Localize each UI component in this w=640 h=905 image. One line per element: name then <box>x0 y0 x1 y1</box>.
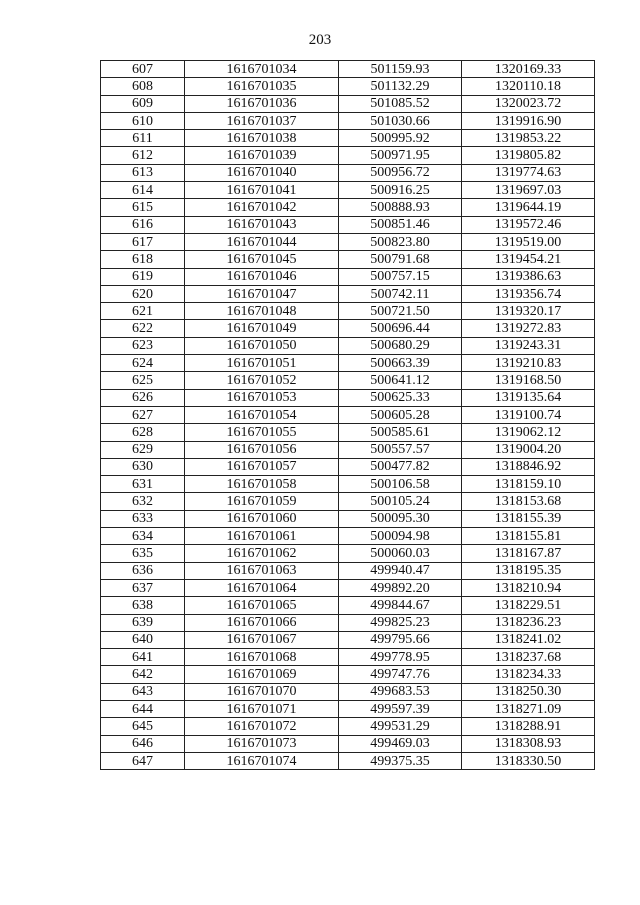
point-number-cell: 643 <box>101 683 185 700</box>
y-coordinate-cell: 1319644.19 <box>462 199 595 216</box>
y-coordinate-cell: 1319697.03 <box>462 182 595 199</box>
x-coordinate-cell: 499597.39 <box>339 700 462 717</box>
table-row <box>101 441 595 458</box>
table-row <box>101 95 595 112</box>
point-id-cell: 1616701049 <box>185 320 339 337</box>
point-number-cell: 631 <box>101 476 185 493</box>
point-number-cell: 608 <box>101 78 185 95</box>
point-number-cell: 638 <box>101 597 185 614</box>
table-row <box>101 112 595 129</box>
x-coordinate-cell: 499825.23 <box>339 614 462 631</box>
x-coordinate-cell: 500095.30 <box>339 510 462 527</box>
x-coordinate-cell: 500557.57 <box>339 441 462 458</box>
point-id-cell: 1616701066 <box>185 614 339 631</box>
point-id-cell: 1616701063 <box>185 562 339 579</box>
table-row <box>101 579 595 596</box>
point-id-cell: 1616701072 <box>185 718 339 735</box>
y-coordinate-cell: 1318846.92 <box>462 458 595 475</box>
point-number-cell: 611 <box>101 130 185 147</box>
y-coordinate-cell: 1319135.64 <box>462 389 595 406</box>
point-id-cell: 1616701047 <box>185 285 339 302</box>
point-number-cell: 629 <box>101 441 185 458</box>
point-number-cell: 613 <box>101 164 185 181</box>
y-coordinate-cell: 1319916.90 <box>462 112 595 129</box>
x-coordinate-cell: 500060.03 <box>339 545 462 562</box>
point-id-cell: 1616701045 <box>185 251 339 268</box>
point-id-cell: 1616701064 <box>185 579 339 596</box>
point-id-cell: 1616701060 <box>185 510 339 527</box>
x-coordinate-cell: 500625.33 <box>339 389 462 406</box>
point-number-cell: 624 <box>101 355 185 372</box>
y-coordinate-cell: 1319210.83 <box>462 355 595 372</box>
table-row <box>101 718 595 735</box>
point-number-cell: 628 <box>101 424 185 441</box>
x-coordinate-cell: 499778.95 <box>339 649 462 666</box>
point-id-cell: 1616701044 <box>185 233 339 250</box>
x-coordinate-cell: 500956.72 <box>339 164 462 181</box>
point-id-cell: 1616701065 <box>185 597 339 614</box>
y-coordinate-cell: 1319356.74 <box>462 285 595 302</box>
y-coordinate-cell: 1319805.82 <box>462 147 595 164</box>
point-id-cell: 1616701043 <box>185 216 339 233</box>
point-id-cell: 1616701057 <box>185 458 339 475</box>
y-coordinate-cell: 1319386.63 <box>462 268 595 285</box>
x-coordinate-cell: 501159.93 <box>339 61 462 78</box>
y-coordinate-cell: 1319853.22 <box>462 130 595 147</box>
table-row <box>101 406 595 423</box>
point-id-cell: 1616701041 <box>185 182 339 199</box>
y-coordinate-cell: 1319100.74 <box>462 406 595 423</box>
point-id-cell: 1616701040 <box>185 164 339 181</box>
point-number-cell: 640 <box>101 631 185 648</box>
x-coordinate-cell: 500680.29 <box>339 337 462 354</box>
x-coordinate-cell: 501132.29 <box>339 78 462 95</box>
table-row <box>101 147 595 164</box>
point-number-cell: 646 <box>101 735 185 752</box>
y-coordinate-cell: 1318234.33 <box>462 666 595 683</box>
y-coordinate-cell: 1318271.09 <box>462 700 595 717</box>
x-coordinate-cell: 500585.61 <box>339 424 462 441</box>
point-number-cell: 609 <box>101 95 185 112</box>
point-id-cell: 1616701055 <box>185 424 339 441</box>
point-number-cell: 621 <box>101 303 185 320</box>
point-id-cell: 1616701038 <box>185 130 339 147</box>
y-coordinate-cell: 1320169.33 <box>462 61 595 78</box>
table-row <box>101 355 595 372</box>
point-id-cell: 1616701037 <box>185 112 339 129</box>
y-coordinate-cell: 1318155.39 <box>462 510 595 527</box>
y-coordinate-cell: 1318195.35 <box>462 562 595 579</box>
point-number-cell: 618 <box>101 251 185 268</box>
table-row <box>101 78 595 95</box>
point-number-cell: 636 <box>101 562 185 579</box>
table-row <box>101 476 595 493</box>
point-id-cell: 1616701042 <box>185 199 339 216</box>
x-coordinate-cell: 500742.11 <box>339 285 462 302</box>
table-row <box>101 597 595 614</box>
x-coordinate-cell: 499892.20 <box>339 579 462 596</box>
x-coordinate-cell: 500105.24 <box>339 493 462 510</box>
point-number-cell: 619 <box>101 268 185 285</box>
y-coordinate-cell: 1319004.20 <box>462 441 595 458</box>
point-number-cell: 639 <box>101 614 185 631</box>
point-id-cell: 1616701068 <box>185 649 339 666</box>
x-coordinate-cell: 500696.44 <box>339 320 462 337</box>
y-coordinate-cell: 1319519.00 <box>462 233 595 250</box>
x-coordinate-cell: 499531.29 <box>339 718 462 735</box>
table-row <box>101 545 595 562</box>
x-coordinate-cell: 501085.52 <box>339 95 462 112</box>
table-row <box>101 493 595 510</box>
y-coordinate-cell: 1318153.68 <box>462 493 595 510</box>
y-coordinate-cell: 1319243.31 <box>462 337 595 354</box>
point-id-cell: 1616701050 <box>185 337 339 354</box>
y-coordinate-cell: 1318330.50 <box>462 752 595 769</box>
x-coordinate-cell: 500094.98 <box>339 528 462 545</box>
point-id-cell: 1616701073 <box>185 735 339 752</box>
table-row <box>101 199 595 216</box>
table-row <box>101 320 595 337</box>
point-id-cell: 1616701059 <box>185 493 339 510</box>
point-number-cell: 645 <box>101 718 185 735</box>
y-coordinate-cell: 1319168.50 <box>462 372 595 389</box>
table-row <box>101 285 595 302</box>
y-coordinate-cell: 1318308.93 <box>462 735 595 752</box>
x-coordinate-cell: 501030.66 <box>339 112 462 129</box>
x-coordinate-cell: 499747.76 <box>339 666 462 683</box>
y-coordinate-cell: 1319320.17 <box>462 303 595 320</box>
point-id-cell: 1616701054 <box>185 406 339 423</box>
x-coordinate-cell: 500971.95 <box>339 147 462 164</box>
table-row <box>101 268 595 285</box>
x-coordinate-cell: 499375.35 <box>339 752 462 769</box>
table-row <box>101 130 595 147</box>
point-number-cell: 647 <box>101 752 185 769</box>
y-coordinate-cell: 1320110.18 <box>462 78 595 95</box>
point-number-cell: 614 <box>101 182 185 199</box>
y-coordinate-cell: 1319774.63 <box>462 164 595 181</box>
page-number: 203 <box>308 32 332 48</box>
table-row <box>101 528 595 545</box>
point-id-cell: 1616701071 <box>185 700 339 717</box>
y-coordinate-cell: 1318159.10 <box>462 476 595 493</box>
point-number-cell: 616 <box>101 216 185 233</box>
table-row <box>101 666 595 683</box>
table-row <box>101 510 595 527</box>
x-coordinate-cell: 500641.12 <box>339 372 462 389</box>
y-coordinate-cell: 1319572.46 <box>462 216 595 233</box>
point-number-cell: 632 <box>101 493 185 510</box>
point-number-cell: 612 <box>101 147 185 164</box>
point-number-cell: 630 <box>101 458 185 475</box>
table-row <box>101 372 595 389</box>
x-coordinate-cell: 500916.25 <box>339 182 462 199</box>
point-id-cell: 1616701051 <box>185 355 339 372</box>
point-number-cell: 642 <box>101 666 185 683</box>
x-coordinate-cell: 500888.93 <box>339 199 462 216</box>
x-coordinate-cell: 500823.80 <box>339 233 462 250</box>
point-id-cell: 1616701035 <box>185 78 339 95</box>
table-row <box>101 631 595 648</box>
point-number-cell: 641 <box>101 649 185 666</box>
point-number-cell: 627 <box>101 406 185 423</box>
point-number-cell: 622 <box>101 320 185 337</box>
table-row <box>101 251 595 268</box>
table-row <box>101 752 595 769</box>
point-number-cell: 617 <box>101 233 185 250</box>
point-number-cell: 615 <box>101 199 185 216</box>
table-row <box>101 683 595 700</box>
x-coordinate-cell: 500605.28 <box>339 406 462 423</box>
y-coordinate-cell: 1318210.94 <box>462 579 595 596</box>
point-id-cell: 1616701069 <box>185 666 339 683</box>
table-row <box>101 216 595 233</box>
point-id-cell: 1616701048 <box>185 303 339 320</box>
table-row <box>101 303 595 320</box>
point-id-cell: 1616701052 <box>185 372 339 389</box>
table-row <box>101 458 595 475</box>
x-coordinate-cell: 499795.66 <box>339 631 462 648</box>
x-coordinate-cell: 499940.47 <box>339 562 462 579</box>
coordinates-table-body <box>101 61 595 770</box>
x-coordinate-cell: 500757.15 <box>339 268 462 285</box>
x-coordinate-cell: 500663.39 <box>339 355 462 372</box>
point-id-cell: 1616701058 <box>185 476 339 493</box>
point-number-cell: 644 <box>101 700 185 717</box>
table-row <box>101 735 595 752</box>
point-number-cell: 635 <box>101 545 185 562</box>
point-id-cell: 1616701061 <box>185 528 339 545</box>
table-row <box>101 164 595 181</box>
x-coordinate-cell: 499469.03 <box>339 735 462 752</box>
x-coordinate-cell: 499844.67 <box>339 597 462 614</box>
point-id-cell: 1616701039 <box>185 147 339 164</box>
table-row <box>101 337 595 354</box>
coordinates-table <box>100 60 595 770</box>
table-row <box>101 424 595 441</box>
y-coordinate-cell: 1318236.23 <box>462 614 595 631</box>
table-row <box>101 562 595 579</box>
point-number-cell: 610 <box>101 112 185 129</box>
point-number-cell: 626 <box>101 389 185 406</box>
table-row <box>101 389 595 406</box>
table-row <box>101 649 595 666</box>
point-number-cell: 625 <box>101 372 185 389</box>
y-coordinate-cell: 1318167.87 <box>462 545 595 562</box>
x-coordinate-cell: 500106.58 <box>339 476 462 493</box>
y-coordinate-cell: 1318229.51 <box>462 597 595 614</box>
point-id-cell: 1616701034 <box>185 61 339 78</box>
x-coordinate-cell: 500791.68 <box>339 251 462 268</box>
point-id-cell: 1616701056 <box>185 441 339 458</box>
y-coordinate-cell: 1320023.72 <box>462 95 595 112</box>
x-coordinate-cell: 499683.53 <box>339 683 462 700</box>
y-coordinate-cell: 1318288.91 <box>462 718 595 735</box>
point-number-cell: 633 <box>101 510 185 527</box>
y-coordinate-cell: 1318155.81 <box>462 528 595 545</box>
x-coordinate-cell: 500995.92 <box>339 130 462 147</box>
point-id-cell: 1616701062 <box>185 545 339 562</box>
y-coordinate-cell: 1318241.02 <box>462 631 595 648</box>
x-coordinate-cell: 500721.50 <box>339 303 462 320</box>
point-id-cell: 1616701046 <box>185 268 339 285</box>
point-number-cell: 623 <box>101 337 185 354</box>
table-row <box>101 614 595 631</box>
y-coordinate-cell: 1319272.83 <box>462 320 595 337</box>
y-coordinate-cell: 1319454.21 <box>462 251 595 268</box>
y-coordinate-cell: 1318250.30 <box>462 683 595 700</box>
table-row <box>101 700 595 717</box>
table-row <box>101 61 595 78</box>
table-row <box>101 182 595 199</box>
point-id-cell: 1616701070 <box>185 683 339 700</box>
x-coordinate-cell: 500477.82 <box>339 458 462 475</box>
y-coordinate-cell: 1319062.12 <box>462 424 595 441</box>
point-id-cell: 1616701053 <box>185 389 339 406</box>
point-id-cell: 1616701036 <box>185 95 339 112</box>
x-coordinate-cell: 500851.46 <box>339 216 462 233</box>
y-coordinate-cell: 1318237.68 <box>462 649 595 666</box>
point-id-cell: 1616701067 <box>185 631 339 648</box>
point-number-cell: 637 <box>101 579 185 596</box>
table-row <box>101 233 595 250</box>
point-id-cell: 1616701074 <box>185 752 339 769</box>
point-number-cell: 607 <box>101 61 185 78</box>
point-number-cell: 620 <box>101 285 185 302</box>
point-number-cell: 634 <box>101 528 185 545</box>
